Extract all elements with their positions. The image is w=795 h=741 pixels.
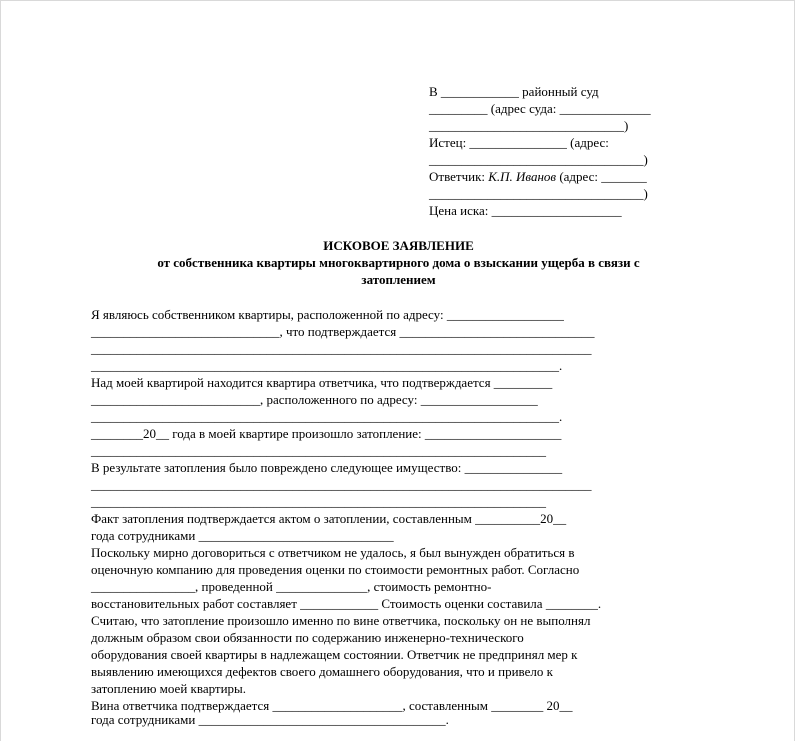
paragraph-line: Вина ответчика подтверждается ____________________, составленным ________ 20__: [91, 698, 573, 713]
paragraph-line: оценочную компанию для проведения оценки по стоимости ремонтных работ. Согласно: [91, 562, 580, 577]
paragraph-line: Считаю, что затопление произошло именно по вине ответчика, поскольку он не выполнял: [91, 613, 591, 628]
paragraph-line: В результате затопления было повреждено следующее имущество: _______________: [91, 460, 563, 475]
defendant-address-label: (адрес: _______: [556, 169, 647, 184]
defendant-line: [429, 168, 647, 185]
paragraph-line: Поскольку мирно договориться с ответчиком не удалось, я был вынужден обратиться в: [91, 545, 575, 560]
claim-price-line: Цена иска: ____________________: [429, 203, 622, 218]
paragraph-line: ________________________________________________________________________.: [91, 358, 563, 373]
plaintiff-address-line: _________________________________): [429, 152, 648, 167]
paragraph-line: _____________________________________________________________________________: [91, 341, 592, 356]
document-title: ИСКОВОЕ ЗАЯВЛЕНИЕ: [323, 238, 474, 253]
paragraph-line: восстановительных работ составляет ____________ Стоимость оценки составила ________.: [91, 596, 602, 611]
defendant-label: Ответчик:: [429, 169, 489, 184]
paragraph-line: Над моей квартирой находится квартира ответчика, что подтверждается _________: [91, 375, 553, 390]
document-subtitle-line-2: затоплением: [361, 272, 436, 287]
paragraph-line: ________________, проведенной ______________, стоимость ремонтно-: [91, 579, 492, 594]
paragraph-line: ________________________________________________________________________.: [91, 409, 563, 424]
paragraph-line: _____________________________, что подтверждается ______________________________: [91, 324, 595, 339]
court-address-line: _________ (адрес суда: ______________: [429, 101, 651, 116]
paragraph-line: затоплению моей квартиры.: [91, 681, 247, 696]
defendant-name: К.П. Иванов: [488, 169, 557, 184]
document-subtitle-line-1: от собственника квартиры многоквартирного дома о взыскании ущерба в связи с: [157, 255, 640, 270]
court-line: В ____________ районный суд: [429, 84, 599, 99]
court-address-line-2: ______________________________): [429, 118, 629, 133]
paragraph-line: оборудования своей квартиры в надлежащем состоянии. Ответчик не предпринял мер к: [91, 647, 578, 662]
paragraph-line: Я являюсь собственником квартиры, расположенной по адресу: __________________: [91, 307, 564, 322]
plaintiff-line: Истец: _______________ (адрес:: [429, 135, 609, 150]
paragraph-line: должным образом свои обязанности по содержанию инженерно-технического: [91, 630, 524, 645]
paragraph-line: ________20__ года в моей квартире произошло затопление: _____________________: [91, 426, 562, 441]
paragraph-line: ______________________________________________________________________: [91, 443, 546, 458]
paragraph-line: Факт затопления подтверждается актом о затоплении, составленным __________20__: [91, 511, 567, 526]
paragraph-line: __________________________, расположенного по адресу: __________________: [91, 392, 538, 407]
paragraph-line: ______________________________________________________________________: [91, 494, 546, 509]
paragraph-line: _____________________________________________________________________________: [91, 477, 592, 492]
defendant-address-line: _________________________________): [429, 186, 648, 201]
paragraph-line: года сотрудниками ______________________________: [91, 528, 394, 543]
paragraph-line: года сотрудниками ______________________________________.: [91, 712, 449, 727]
paragraph-line: выявлению имеющихся дефектов своего домашнего оборудования, что и привело к: [91, 664, 553, 679]
